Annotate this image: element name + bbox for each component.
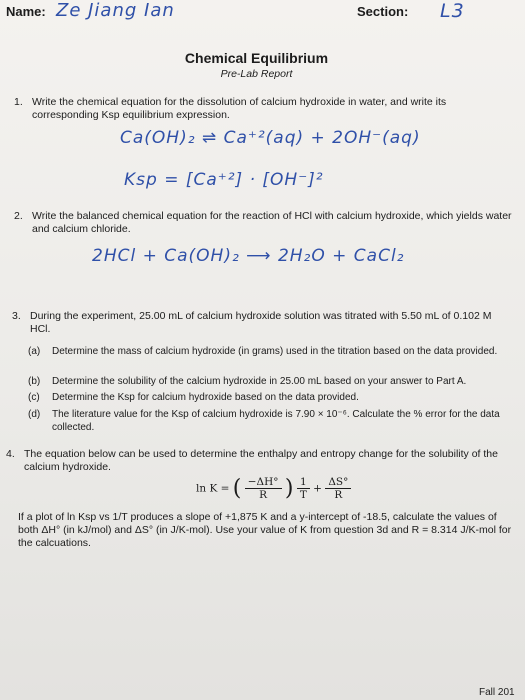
numerator: −ΔH° [245, 476, 282, 489]
answer-1-ksp: Ksp = [Ca⁺²] · [OH⁻]² [124, 170, 324, 190]
question-3b [28, 376, 514, 389]
enthalpy-fraction [245, 476, 282, 501]
denominator: R [259, 489, 268, 501]
part-label: (c) [28, 392, 40, 403]
question-number: 3. [12, 310, 21, 322]
question-number: 2. [14, 210, 23, 222]
part-text: Determine the solubility of the calcium hydroxide in 25.00 mL based on your answer to Part A. [52, 376, 467, 387]
question-3a [28, 346, 514, 359]
name-label: Name: [6, 4, 46, 19]
right-paren: ) [284, 476, 294, 501]
part-label: (b) [28, 376, 41, 387]
section-label: Section: [357, 4, 409, 19]
answer-1-equation: Ca(OH)₂ ⇌ Ca⁺²(aq) + 2OH⁻(aq) [120, 128, 421, 148]
question-number: 1. [14, 96, 23, 108]
part-label: (d) [28, 409, 41, 420]
question-2 [14, 210, 514, 236]
question-text: During the experiment, 25.00 mL of calcium hydroxide solution was titrated with 5.50 mL of 0.102 M HCl. [30, 310, 492, 335]
question-4 [6, 448, 514, 474]
question-1 [14, 96, 514, 122]
numerator: ΔS° [325, 476, 351, 489]
footer-term: Fall 201 [479, 687, 515, 698]
formula-lhs: ln K = [196, 482, 230, 495]
part-text: The literature value for the Ksp of calcium hydroxide is 7.90 × 10⁻⁶. Calculate the % error for the data collected. [52, 409, 500, 433]
question-text: The equation below can be used to determine the enthalpy and entropy change for the solubility of the calcium hydroxide. [24, 448, 498, 473]
denominator: R [334, 489, 343, 501]
question-number: 4. [6, 448, 15, 460]
question-3 [12, 310, 514, 336]
name-value: Ze Jiang Ian [56, 0, 175, 21]
question-4-followup: If a plot of ln Ksp vs 1/T produces a slope of +1,875 K and a y-intercept of -18.5, calculate the values of both ΔH° (in kJ/mol) and ΔS° (in J/K-mol). Use your value of K from question 3d and R = 8.314 J/K-mol for the calcuations. [18, 511, 512, 549]
plus-sign: + [313, 482, 322, 495]
denominator: T [299, 489, 307, 501]
question-text: Write the balanced chemical equation for the reaction of HCl with calcium hydroxide, which yields water and calcium chloride. [32, 210, 512, 235]
page-subtitle: Pre-Lab Report [220, 68, 293, 80]
part-label: (a) [28, 346, 41, 357]
answer-2-equation: 2HCl + Ca(OH)₂ ⟶ 2H₂O + CaCl₂ [92, 246, 405, 266]
section-value: L3 [440, 0, 465, 22]
vant-hoff-equation [196, 476, 351, 501]
question-text: Write the chemical equation for the dissolution of calcium hydroxide in water, and write its corresponding Ksp equilibrium expression. [32, 96, 447, 121]
numerator: 1 [297, 476, 310, 489]
left-paren: ( [232, 476, 242, 501]
question-3d [28, 409, 514, 434]
part-text: Determine the Ksp for calcium hydroxide based on the data provided. [52, 392, 359, 403]
question-3c [28, 392, 514, 405]
part-text: Determine the mass of calcium hydroxide (in grams) used in the titration based on the data provided. [52, 346, 498, 357]
inverse-temperature-fraction [297, 476, 310, 501]
entropy-fraction [325, 476, 351, 501]
page-title: Chemical Equilibrium [184, 50, 329, 66]
